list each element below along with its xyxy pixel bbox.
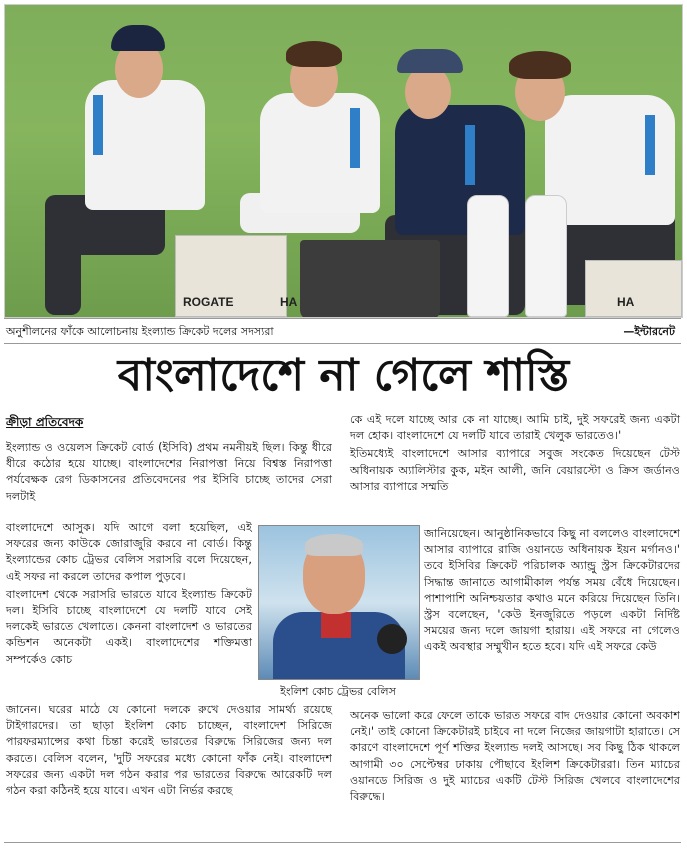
paragraph: জানেন। ঘরের মাঠে যে কোনো দলকে রুখে দেওয়ার সামর্থ্য রয়েছে টাইগারদের। তা ছাড়া ইংলিশ কোচ চাচ্ছেন, বাংলাদেশ সিরিজে পারফরম্যান্সের কথা চিন্তা করেই ভারতের বিরুদ্ধে সিরিজের জন্য দল করতে। বেলিস বলেন, 'দুটি সফরের মধ্যে কোনো ফাঁক নেই। বাংলাদেশ সফরের জন্য একটা দল গঠন করার পর ভারতের বিরুদ্ধে আরেকটি দল গঠন করা কঠিনই হয়ে যাবে। এখন এটা নির্ভর করছে <box>6 703 332 798</box>
photo-caption: অনুশীলনের ফাঁকে আলোচনায় ইংল্যান্ড ক্রিকেট দলের সদস্যরা <box>6 325 274 338</box>
paragraph: বাংলাদেশ থেকে সরাসরি ভারতে যাবে ইংল্যান্ড ক্রিকেট দল। ইসিবি চাচ্ছে বাংলাদেশে যে দলটি যাবে সেই দলকেই ভারতে খেলাতে। কেননা বাংলাদেশ ও ভারতের কন্ডিশন অনেকটা একই। বাংলাদেশের শক্তিমত্তা সম্পর্কেও কোচ <box>6 587 252 666</box>
paragraph: ইংল্যান্ড ও ওয়েলস ক্রিকেট বোর্ড (ইসিবি) প্রথম নমনীয়ই ছিল। কিন্তু ধীরে ধীরে কঠোর হয়ে যাচ্ছে। বাংলাদেশের নিরাপত্তা নিয়ে বিশ্বস্ত নিরাপত্তা পর্যবেক্ষক রেগ ডিকাসনের প্রতিবেদনের পর ইসিবি চাচ্ছে তাদের সেরা দলটাই <box>6 441 332 503</box>
batting-pad <box>467 195 509 317</box>
column-left-top <box>6 440 332 507</box>
column-right-bottom <box>350 708 680 807</box>
signage-text: ROGATE <box>183 295 234 309</box>
microphone-icon <box>377 624 407 654</box>
bin <box>300 240 440 318</box>
paragraph: ইতিমধ্যেই বাংলাদেশে আসার ব্যাপারে সবুজ সংকেত দিয়েছেন টেস্ট অধিনায়ক অ্যালিস্টার কুক, মইন আলী, জনি বেয়ারস্টো ও ক্রিস জর্ডানও আসার ব্যাপারে সম্মতি <box>350 447 680 493</box>
paragraph: অনেক ভালো করে ফেলে তাকে ভারত সফরে বাদ দেওয়ার কোনো অবকাশ নেই।' তাই কোনো ক্রিকেটারই চাইবে না দলে নিজের জায়গাটা হারাতে। সে কারণে বাংলাদেশে পূর্ণ শক্তির ইংল্যান্ড দলই আসছে। সব কিছু ঠিক থাকলে আগামী ৩০ সেপ্টেম্বর ঢাকায় পৌছাবে ইংলিশ ক্রিকেটাররা। তিন ম্যাচের ওয়ানডে সিরিজ ও দুই ম্যাচের একটি টেস্ট সিরিজ খেলবে বাংলাদেশের বিরুদ্ধে। <box>350 709 680 804</box>
column-left-middle <box>6 520 252 670</box>
byline: ক্রীড়া প্রতিবেদক <box>6 415 84 429</box>
coach-photo-caption: ইংলিশ কোচ ট্রেভর বেলিস <box>280 685 396 698</box>
paragraph: জানিয়েছেন। আনুষ্ঠানিকভাবে কিছু না বললেও বাংলাদেশে আসার ব্যাপারে রাজি ওয়ানডে অধিনায়ক ইয়ন মর্গানও।' তবে ইসিবির ক্রিকেট পরিচালক অ্যান্ড্রু স্ট্রস ক্রিকেটারদের সিদ্ধান্ত জানাতে আগামীকাল পর্যন্ত সময় বেঁধে দিয়েছেন। পাশাপাশি অনিশ্চয়তার কথাও মনে করিয়ে দিয়েছেন তিনি। স্ট্রস বলেছেন, 'কেউ ইনজুরিতে পড়লে একটা নির্দিষ্ট সময়ের জন্য দলে জায়গা হারায়। এই সফরে না গেলেও একই অবস্থার সম্মুখীন হতে হবে। যদি এই সফরে কেউ <box>424 527 680 654</box>
column-left-bottom <box>6 702 332 801</box>
coach-photo <box>258 525 420 680</box>
batting-pad <box>525 195 567 317</box>
photo-caption-row <box>4 318 681 344</box>
signage-text: HA <box>280 295 298 309</box>
team-photo <box>4 4 683 318</box>
column-right-middle <box>424 526 680 658</box>
paragraph: বাংলাদেশে আসুক। যদি আগে বলা হয়েছিল, এই সফরের জন্য কাউকে জোরাজুরি করবে না বোর্ড। কিন্তু ইংল্যান্ডের কোচ ট্রেভর বেলিস সরাসরি বলে দিয়েছেন, এই সফর না করলে তাদের কপাল পুড়বে। <box>6 521 252 583</box>
photo-credit: —ইন্টারনেট <box>623 325 675 338</box>
bottom-rule <box>4 842 681 843</box>
headline: বাংলাদেশে না গেলে শাস্তি <box>117 350 570 401</box>
signage-text: HA <box>617 295 635 309</box>
column-right-top <box>350 412 680 497</box>
paragraph: কে এই দলে যাচ্ছে আর কে না যাচ্ছে। আমি চাই, দুই সফরেই জন্য একটা দল হোক। বাংলাদেশে যে দলটি যাবে তারাই খেলুক ভারতেও।' <box>350 413 680 443</box>
